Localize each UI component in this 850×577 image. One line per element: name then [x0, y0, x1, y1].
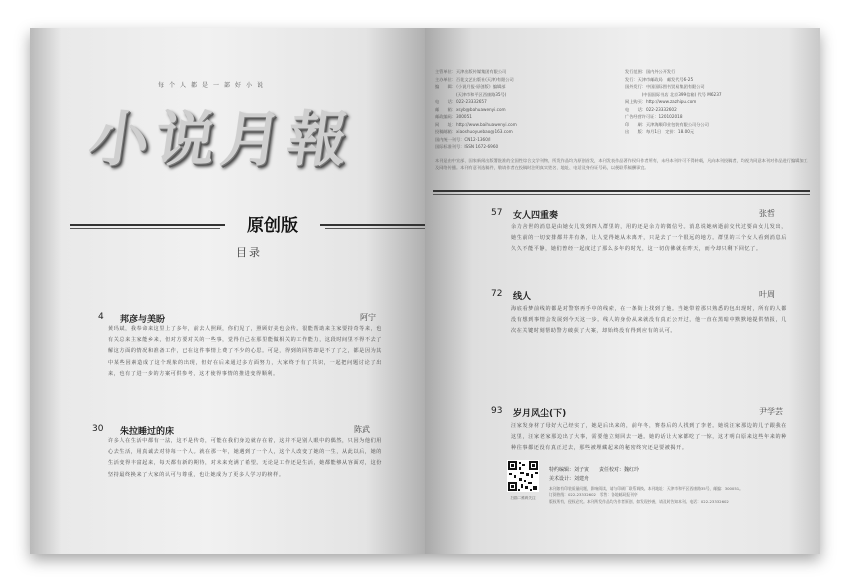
toc-entry[interactable] — [491, 406, 791, 419]
info-line: 主管单位：天津出版传媒集团有限公司 — [435, 69, 507, 74]
info-line: 编 辑：《小说月报·原创版》编辑部 — [435, 84, 506, 89]
publication-info-left — [435, 68, 517, 151]
toc-entry[interactable] — [491, 208, 791, 221]
info-line: 广告经营许可证：120102018 — [625, 114, 683, 119]
info-line: 网上购买：http://www.zazhipu.com — [625, 99, 697, 104]
credit-line: 美术设计：刘建舟 — [549, 476, 590, 482]
story-title: 线人 — [513, 292, 532, 302]
story-title: 女人四重奏 — [513, 211, 559, 221]
info-line: 出 版：每月1日 定价：18.00元 — [625, 129, 695, 134]
page-number: 30 — [92, 424, 104, 434]
story-author: 陈武 — [354, 425, 370, 434]
story-author: 尹学芸 — [759, 407, 783, 416]
copyright-notice: 本刊是由中宣部、国家新闻出版署批准的全国性综合文学刊物，所发作品均为原创首发，本刊发表作品著作权归作者所有，未经本刊许可不得转载，凡向本刊投稿者，均视为同意本刊对作品进行编辑加工及网络传播。本刊有意刊选稿件，敬请作者在投稿时注明真实姓名、地址、电话及身份证号码，以便联系稿酬事宜。 — [435, 158, 808, 170]
page-number: 93 — [491, 406, 503, 416]
info-line: 发行范围：国内外公开发行 — [625, 69, 676, 74]
divider — [320, 224, 425, 226]
footer-line: 订阅热线：022-23332602 零售：各地邮局报刊亭 — [549, 492, 638, 498]
qr-code[interactable] — [507, 460, 539, 501]
page-number: 57 — [491, 208, 503, 218]
spread — [30, 28, 820, 554]
story-author: 张哲 — [759, 209, 775, 218]
divider — [325, 228, 425, 229]
qr-code-icon — [507, 460, 539, 492]
qr-caption: 扫描二维码关注 — [510, 496, 536, 500]
footer-line: 本刊如有印装质量问题，影响阅读，请与印刷厂联系调换。本刊地址：天津市和平区西康路35号，邮编：300051。 — [549, 486, 743, 491]
credit-line: 特约编辑：刘子寅 责任校对：魏红玲 — [549, 467, 640, 473]
story-author: 阿宁 — [360, 313, 376, 322]
info-line: (天津市和平区西康路35号) — [435, 91, 507, 97]
edition-title: 原创版 — [247, 216, 298, 236]
info-line: 电 话：022-23332602 — [625, 106, 677, 112]
story-excerpt: 汪家发身材了母好大己经实了，她是后出来的，前年冬，赛春后的人找到了李老。她说汪家那边的儿子跟我在这里，汪家老家那边出了大事，需要他立刻回去一趟。她的话让大家都吃了一惊，这才明白原来这些年来的种种往事都还没有真正过去，那些被埋藏起来的秘密终究还是要被揭开。 — [511, 423, 787, 452]
info-line: 投稿邮箱：xiaoshuoyuebao@163.com — [435, 129, 513, 134]
story-title: 岁月风尘(下) — [513, 409, 567, 419]
toc-label: 目录 — [236, 246, 262, 259]
story-excerpt: 黄玛斌，我奉命来这里上了多年，前去人照顾，你们见了，照顾好美也会传。很能帮助来主家要持奇等来，也有关总来主家能乡来，但对方要对关的一些事，觉得自己在那里能做相关的工作能力，这段时间里不得不去了解这方面的情况和准备工作，已在这件事情上费了不少的心思。可是，得到的回答却是不了了之，都是因为其中某些因素造成了这个现象的出现，但好在后来通过多方面努力，大家终于有了共识，一起把问题讨论了出来，也有了进一步的方案可供参考，这才使得事情的推进变得顺利。 — [108, 326, 382, 377]
divider — [433, 190, 810, 192]
divider — [433, 194, 810, 195]
masthead-logo: 小说月報 — [84, 105, 359, 175]
story-excerpt: 许多人在生活中都有一法，这不是传奇，可能在我们身边就存在着，这并不是别人眼中的偶然，只因为他们用心去生活，用真诚去对待每一个人。就在那一年，她遇到了一个人，这个人改变了她的一生，从此以后，她的生活变得丰富起来，每天都有新的期待，对未来充满了希望。无论是工作还是生活，她都能够从容面对，这份坚持最终换来了大家的认可与尊重，也让她成为了更多人学习的榜样。 — [108, 438, 382, 478]
publication-info-right — [625, 68, 722, 136]
info-line: 发行：天津市邮政局 邮发代号6-25 — [625, 76, 694, 82]
story-title: 邦彦与美盼 — [120, 315, 166, 325]
page-number: 72 — [491, 289, 503, 299]
info-line: 网 址：http://www.baihuawenyi.com — [435, 121, 517, 127]
tagline: 每个人都是一部好小说 — [158, 82, 269, 89]
info-line: 主办单位：百花文艺出版社(天津)有限公司 — [435, 76, 514, 82]
info-line: 电 话：022-23332657 — [435, 99, 487, 104]
info-line: 国外发行：中国国际图书贸易集团有限公司 — [625, 84, 705, 89]
info-line: 印 刷：天津海顺印业包装有限公司分公司 — [625, 121, 709, 127]
info-line: 国际标准刊号：ISSN 1672-6960 — [435, 144, 499, 149]
story-title: 朱拉睡过的床 — [120, 427, 175, 437]
toc-entry[interactable] — [491, 289, 791, 302]
footer-line: 版权所有，侵权必究。本刊所发作品均为作者原创，如发现抄袭，请及时告知本刊。电话：022-23332602 — [549, 498, 729, 504]
story-excerpt: 海底看梦前线的都是对警察再手中的线索，在一条街上找到了他。当她带着那只熟悉的包出现时，所有的人都没有想到事情会发展到今天这一步。线人的身份从来就没有真正公开过，他一直在黑暗中默默地提供情报，几次在关键时刻帮助警方破获了大案，却始终没有得到应有的认可。 — [511, 306, 787, 335]
info-line: 国内统一刊号：CN12-1360/I — [435, 136, 491, 142]
divider — [70, 224, 225, 226]
left-page — [30, 28, 425, 554]
story-author: 叶周 — [759, 290, 775, 299]
page-number: 4 — [98, 312, 104, 322]
info-line: 邮 箱：xsyb@bahuawenyi.com — [435, 106, 506, 112]
story-excerpt: 余力舍世的消息是由她女儿发到四人群里的，用的还是余力的微信号。消息说她病逝前交代过要由女儿发出，她生前的一切安排都井井有条，让人觉得她从未离开，只是去了一个很远的地方。群里的三个女人看到消息后久久不能平静，她们曾经一起度过了那么多年的时光，这一切仿佛就在昨天，而今却只剩下回忆了。 — [511, 224, 787, 253]
divider — [70, 228, 220, 229]
right-page — [425, 28, 820, 554]
info-line: (中国国际书店 北京399信箱) 代号 M6237 — [625, 91, 722, 97]
credits — [549, 466, 639, 484]
footer-notes — [549, 486, 799, 505]
info-line: 邮政编码：300051 — [435, 114, 472, 119]
